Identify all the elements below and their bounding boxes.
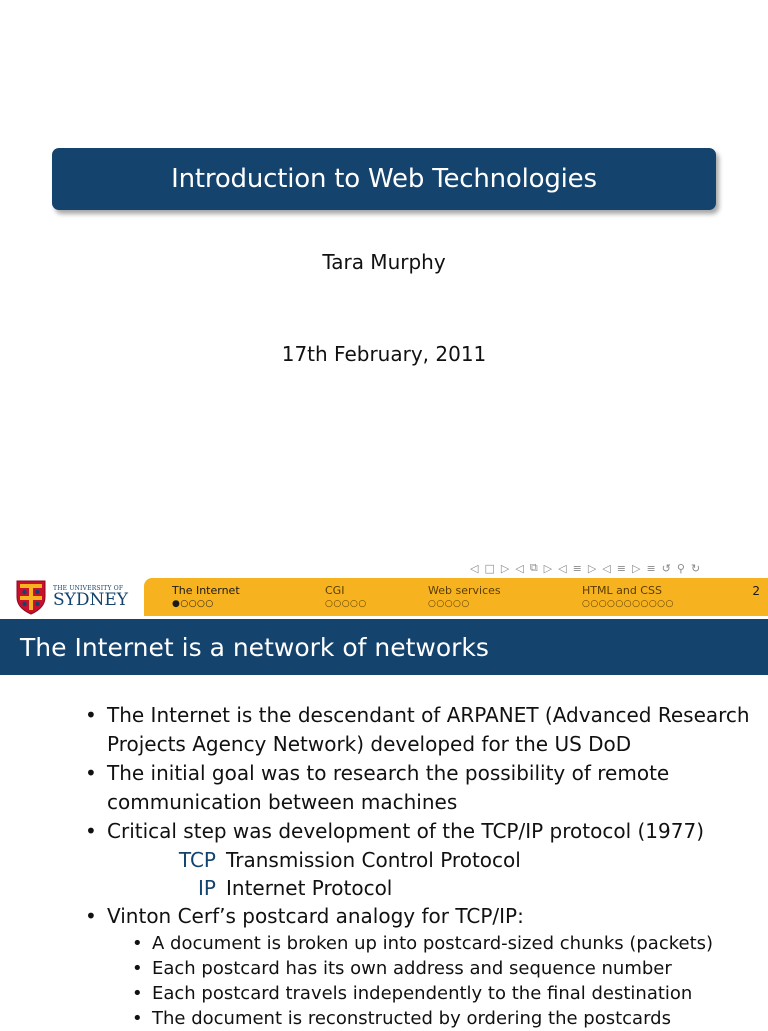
beamer-navigation-symbols[interactable] bbox=[470, 560, 768, 576]
nav-prev-slide-icon[interactable]: ◁ bbox=[470, 561, 479, 575]
definition-description: Internet Protocol bbox=[226, 876, 393, 900]
nav-dots-web-services[interactable]: ○○○○○ bbox=[428, 599, 470, 609]
presentation-date: 17th February, 2011 bbox=[281, 342, 487, 366]
sub-bullet-item: • The document is reconstructed by ordering the postcards bbox=[132, 1006, 762, 1031]
slide-content bbox=[82, 701, 762, 1031]
nav-next-slide-icon[interactable]: ▷ bbox=[500, 561, 510, 575]
frame-title: The Internet is a network of networks bbox=[0, 619, 768, 675]
bullet-item: • The initial goal was to research the possibility of remote communication between machines bbox=[82, 759, 762, 817]
nav-section-icon[interactable]: ≡ bbox=[616, 561, 626, 575]
definition-row bbox=[82, 846, 762, 874]
nav-next-frame-icon[interactable]: ▷ bbox=[543, 561, 553, 575]
nav-section-web-services[interactable]: Web services bbox=[428, 584, 501, 597]
nav-frame-icon[interactable]: ⧉ bbox=[529, 561, 538, 574]
nav-next-subsection-icon[interactable]: ▷ bbox=[587, 561, 597, 575]
nav-search-icon[interactable]: ⚲ bbox=[676, 561, 685, 575]
sub-bullet-list bbox=[82, 931, 762, 1031]
bullet-item: • Critical step was development of the TCP/IP protocol (1977) bbox=[82, 817, 762, 846]
sub-bullet-item: • Each postcard has its own address and sequence number bbox=[132, 956, 762, 981]
nav-section-the-internet[interactable]: The Internet bbox=[172, 584, 240, 597]
nav-slide-icon[interactable]: □ bbox=[484, 561, 495, 575]
nav-section-cgi[interactable]: CGI bbox=[325, 584, 345, 597]
nav-section-html-and-css[interactable]: HTML and CSS bbox=[582, 584, 662, 597]
author-name: Tara Murphy bbox=[322, 250, 446, 274]
nav-next-section-icon[interactable]: ▷ bbox=[631, 561, 641, 575]
bullet-item: • The Internet is the descendant of ARPANET (Advanced Research Projects Agency Network) developed for the US DoD bbox=[82, 701, 762, 759]
presentation-title: Introduction to Web Technologies bbox=[52, 148, 716, 210]
logo-text-small: THE UNIVERSITY OF bbox=[53, 584, 124, 592]
definition-term: IP bbox=[198, 876, 216, 900]
nav-dots-html-and-css[interactable]: ○○○○○○○○○○○ bbox=[582, 599, 674, 609]
sub-bullet-item: • A document is broken up into postcard-sized chunks (packets) bbox=[132, 931, 762, 956]
bullet-item: • Vinton Cerf’s postcard analogy for TCP/IP: bbox=[82, 902, 762, 931]
section-navigation bbox=[144, 578, 768, 616]
nav-prev-frame-icon[interactable]: ◁ bbox=[515, 561, 524, 575]
nav-prev-subsection-icon[interactable]: ◁ bbox=[558, 561, 567, 575]
definition-row bbox=[82, 874, 762, 902]
nav-back-icon[interactable]: ↺ bbox=[661, 561, 671, 575]
nav-dots-cgi[interactable]: ○○○○○ bbox=[325, 599, 367, 609]
university-logo bbox=[14, 578, 144, 616]
slide-header bbox=[0, 578, 768, 616]
definition-list bbox=[82, 846, 762, 902]
sub-bullet-item: • Each postcard travels independently to the final destination bbox=[132, 981, 762, 1006]
definition-description: Transmission Control Protocol bbox=[226, 848, 521, 872]
nav-dots-the-internet[interactable]: ●○○○○ bbox=[172, 599, 214, 609]
nav-prev-section-icon[interactable]: ◁ bbox=[602, 561, 611, 575]
university-crest-icon bbox=[14, 579, 48, 615]
nav-subsection-icon[interactable]: ≡ bbox=[572, 561, 582, 575]
page-number: 2 bbox=[752, 584, 760, 598]
logo-text-sydney: SYDNEY bbox=[53, 589, 129, 610]
definition-term: TCP bbox=[178, 848, 216, 872]
nav-forward-icon[interactable]: ↻ bbox=[690, 561, 701, 575]
nav-document-icon[interactable]: ≡ bbox=[646, 561, 656, 575]
